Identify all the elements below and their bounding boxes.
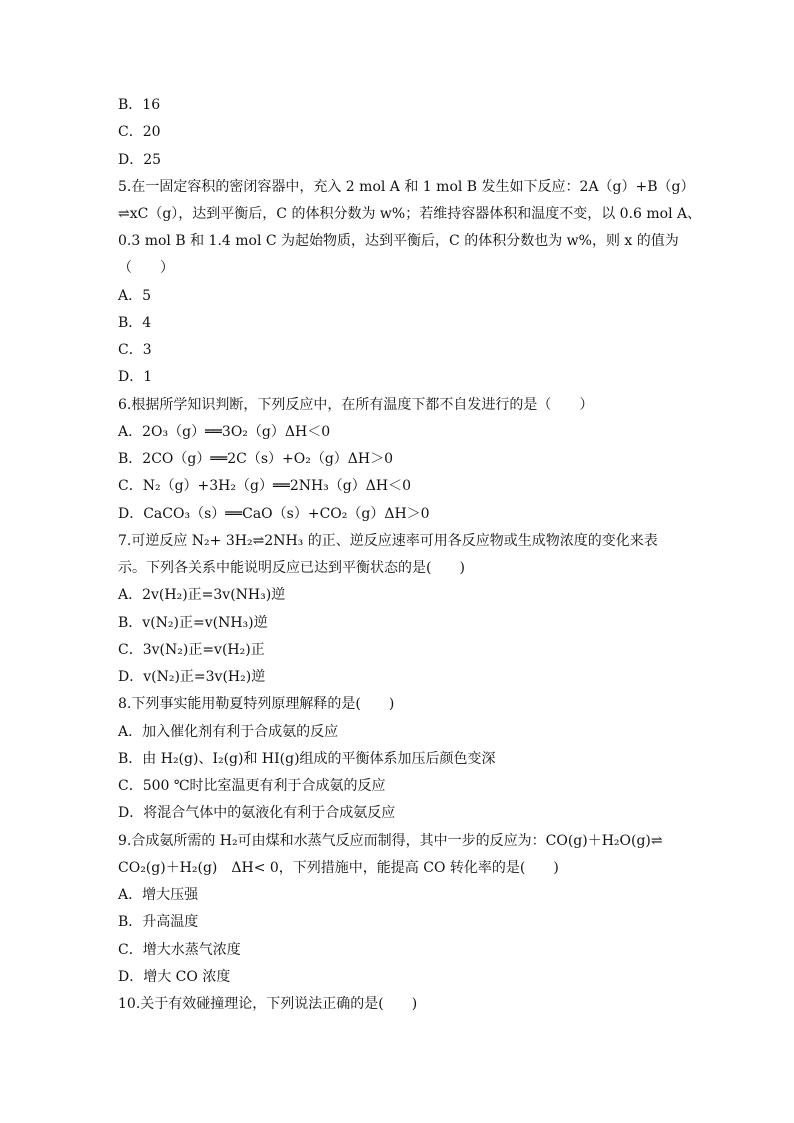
q6-option-a: A．2O₃（g）══3O₂（g）ΔH＜0 bbox=[118, 424, 331, 440]
q9-stem-line-1: 9.合成氨所需的 H₂可由煤和水蒸气反应而制得，其中一步的反应为：CO(g)＋H₂O(g)⇌ bbox=[118, 833, 663, 849]
prev-option-c: C．20 bbox=[118, 124, 161, 140]
q9-option-d: D．增大 CO 浓度 bbox=[118, 969, 231, 985]
prev-option-d: D．25 bbox=[118, 152, 162, 168]
q6-option-d: D．CaCO₃（s）══CaO（s）+CO₂（g）ΔH＞0 bbox=[118, 506, 430, 522]
q7-stem-line-2: 示。下列各关系中能说明反应已达到平衡状态的是( ) bbox=[118, 560, 465, 576]
q7-option-a: A．2v(H₂)正=3v(NH₃)逆 bbox=[118, 587, 286, 603]
q5-option-c: C．3 bbox=[118, 342, 152, 358]
q5-stem-line-4: （ ） bbox=[118, 260, 174, 276]
q7-stem-line-1: 7.可逆反应 N₂+ 3H₂⇌2NH₃ 的正、逆反应速率可用各反应物或生成物浓度的变化来表 bbox=[118, 533, 658, 549]
q10-stem: 10.关于有效碰撞理论，下列说法正确的是( ) bbox=[118, 996, 418, 1012]
q5-option-d: D．1 bbox=[118, 369, 153, 385]
prev-option-b: B．16 bbox=[118, 97, 161, 113]
q8-option-b: B．由 H₂(g)、I₂(g)和 HI(g)组成的平衡体系加压后颜色变深 bbox=[118, 751, 496, 767]
q8-option-c: C．500 ℃时比室温更有利于合成氨的反应 bbox=[118, 778, 386, 794]
q7-option-b: B．v(N₂)正=v(NH₃)逆 bbox=[118, 615, 268, 631]
q5-option-b: B．4 bbox=[118, 315, 152, 331]
q8-stem: 8.下列事实能用勒夏特列原理解释的是( ) bbox=[118, 696, 395, 712]
q8-option-a: A．加入催化剂有利于合成氨的反应 bbox=[118, 724, 339, 740]
q6-option-b: B．2CO（g）══2C（s）+O₂（g）ΔH＞0 bbox=[118, 451, 394, 467]
q5-stem-line-2: ⇌xC（g），达到平衡后，C 的体积分数为 w%；若维持容器体积和温度不变，以 0.6 mol A、 bbox=[118, 206, 702, 222]
q9-option-b: B．升高温度 bbox=[118, 914, 199, 930]
q5-option-a: A．5 bbox=[118, 288, 152, 304]
q7-option-d: D．v(N₂)正=3v(H₂)逆 bbox=[118, 669, 266, 685]
q8-option-d: D．将混合气体中的氨液化有利于合成氨反应 bbox=[118, 805, 396, 821]
q9-option-c: C．增大水蒸气浓度 bbox=[118, 942, 241, 958]
q6-option-c: C．N₂（g）+3H₂（g）══2NH₃（g）ΔH＜0 bbox=[118, 478, 411, 494]
q7-option-c: C．3v(N₂)正=v(H₂)正 bbox=[118, 642, 265, 658]
q5-stem-line-1: 5.在一固定容积的密闭容器中，充入 2 mol A 和 1 mol B 发生如下反应：2A（g）+B（g） bbox=[118, 179, 695, 195]
q9-option-a: A．增大压强 bbox=[118, 887, 199, 903]
q9-stem-line-2: CO₂(g)＋H₂(g) ΔH< 0，下列措施中，能提高 CO 转化率的是( ) bbox=[118, 860, 559, 876]
q5-stem-line-3: 0.3 mol B 和 1.4 mol C 为起始物质，达到平衡后，C 的体积分数也为 w%，则 x 的值为 bbox=[118, 233, 679, 249]
q6-stem: 6.根据所学知识判断，下列反应中，在所有温度下都不自发进行的是（ ） bbox=[118, 397, 594, 413]
